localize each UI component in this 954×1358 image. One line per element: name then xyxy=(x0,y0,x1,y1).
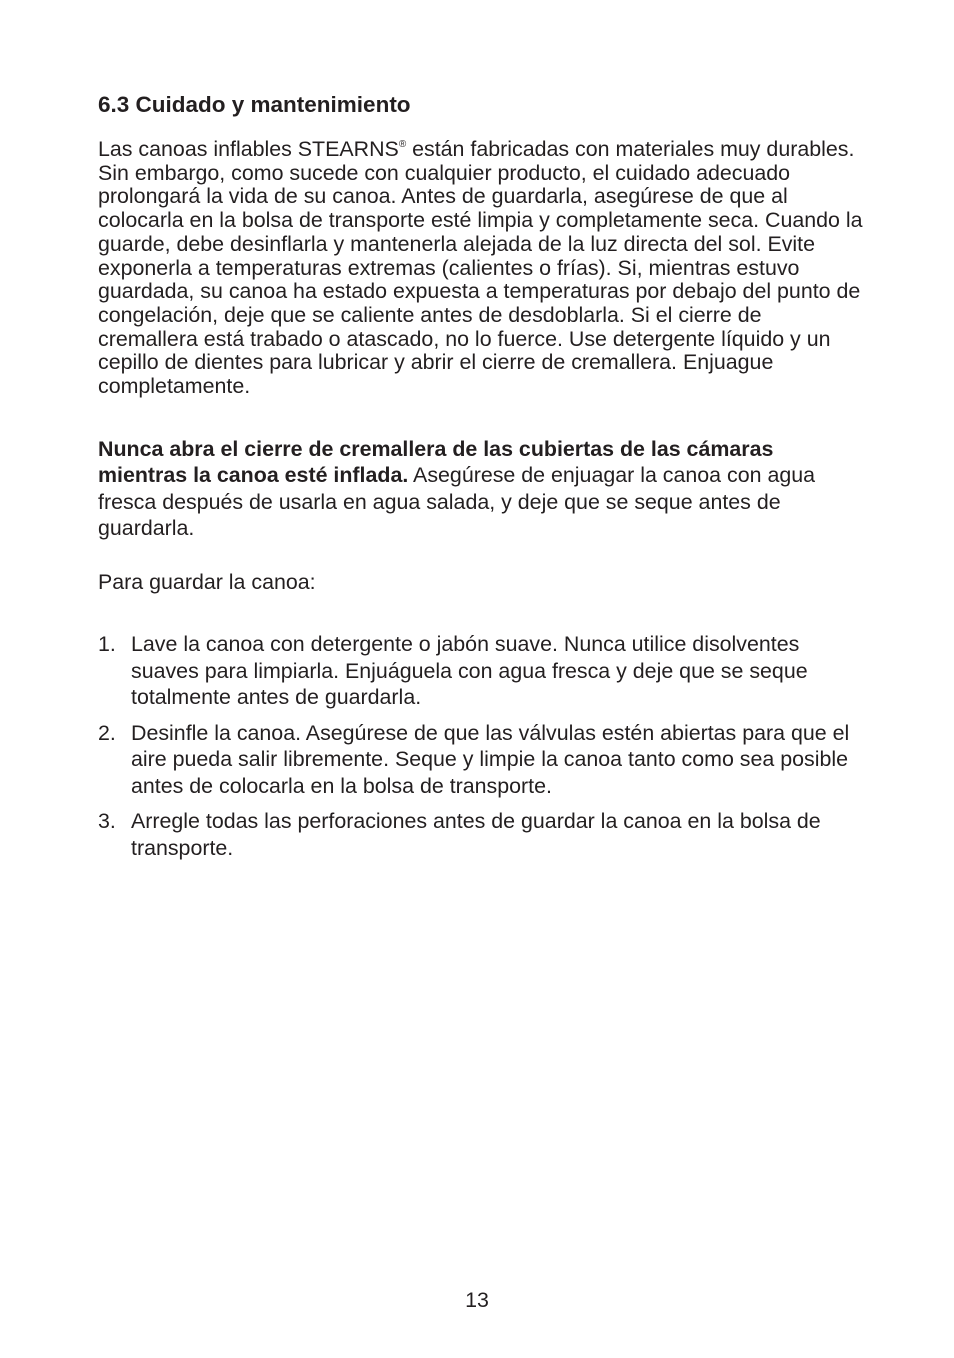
list-item xyxy=(98,720,863,800)
step-number: 1. xyxy=(98,632,116,657)
intro-text-start: Las canoas inflables STEARNS xyxy=(98,137,399,161)
storage-intro: Para guardar la canoa: xyxy=(98,569,316,594)
step-text: Desinfle la canoa. Asegúrese de que las válvulas estén abiertas para que el aire pueda salir libremente. Seque y limpie la canoa tanto como sea posible antes de colocarla en la bolsa de transporte. xyxy=(131,720,850,798)
warning-paragraph xyxy=(98,436,863,542)
warning-bold-text: Nunca abra el cierre de cremallera de las cubiertas de las cámaras mientras la canoa esté inflada. xyxy=(98,436,774,488)
storage-steps-list xyxy=(98,631,863,861)
warning-normal-text: Asegúrese de enjuagar la canoa con agua fresca después de usarla en agua salada, y deje que se seque antes de guardarla. xyxy=(98,463,816,541)
manual-page-content xyxy=(98,90,863,870)
step-text: Arregle todas las perforaciones antes de guardar la canoa en la bolsa de transporte. xyxy=(131,809,821,860)
intro-paragraph xyxy=(98,138,863,399)
page-number: 13 xyxy=(465,1288,489,1312)
step-number: 3. xyxy=(98,809,116,834)
registered-trademark-mark: ® xyxy=(398,139,407,150)
list-item xyxy=(98,631,863,711)
step-text: Lave la canoa con detergente o jabón suave. Nunca utilice disolventes suaves para limpiarla. Enjuáguela con agua fresca y deje que se seque totalmente antes de guardarla. xyxy=(131,632,808,710)
intro-text-rest: están fabricadas con materiales muy durables. Sin embargo, como sucede con cualquier producto, el cuidado adecuado prolongará la vida de su canoa. Antes de guardarla, asegúrese de que al colocarla en la bolsa de transporte esté limpia y completamente seca. Cuando la guarde, debe desinflarla y mantenerla alejada de la luz directa del sol. Evite exponerla a temperaturas extremas (calientes o frías). Si, mientras estuvo guardada, su canoa ha estado expuesta a temperaturas por debajo del punto de congelación, deje que se caliente antes de desdoblarla. Si el cierre de cremallera está trabado o atascado, no lo fuerce. Use detergente líquido y un cepillo de dientes para lubricar y abrir el cierre de cremallera. Enjuague completamente. xyxy=(98,137,863,399)
section-heading: 6.3 Cuidado y mantenimiento xyxy=(98,92,411,117)
step-number: 2. xyxy=(98,720,116,745)
list-item xyxy=(98,808,863,861)
